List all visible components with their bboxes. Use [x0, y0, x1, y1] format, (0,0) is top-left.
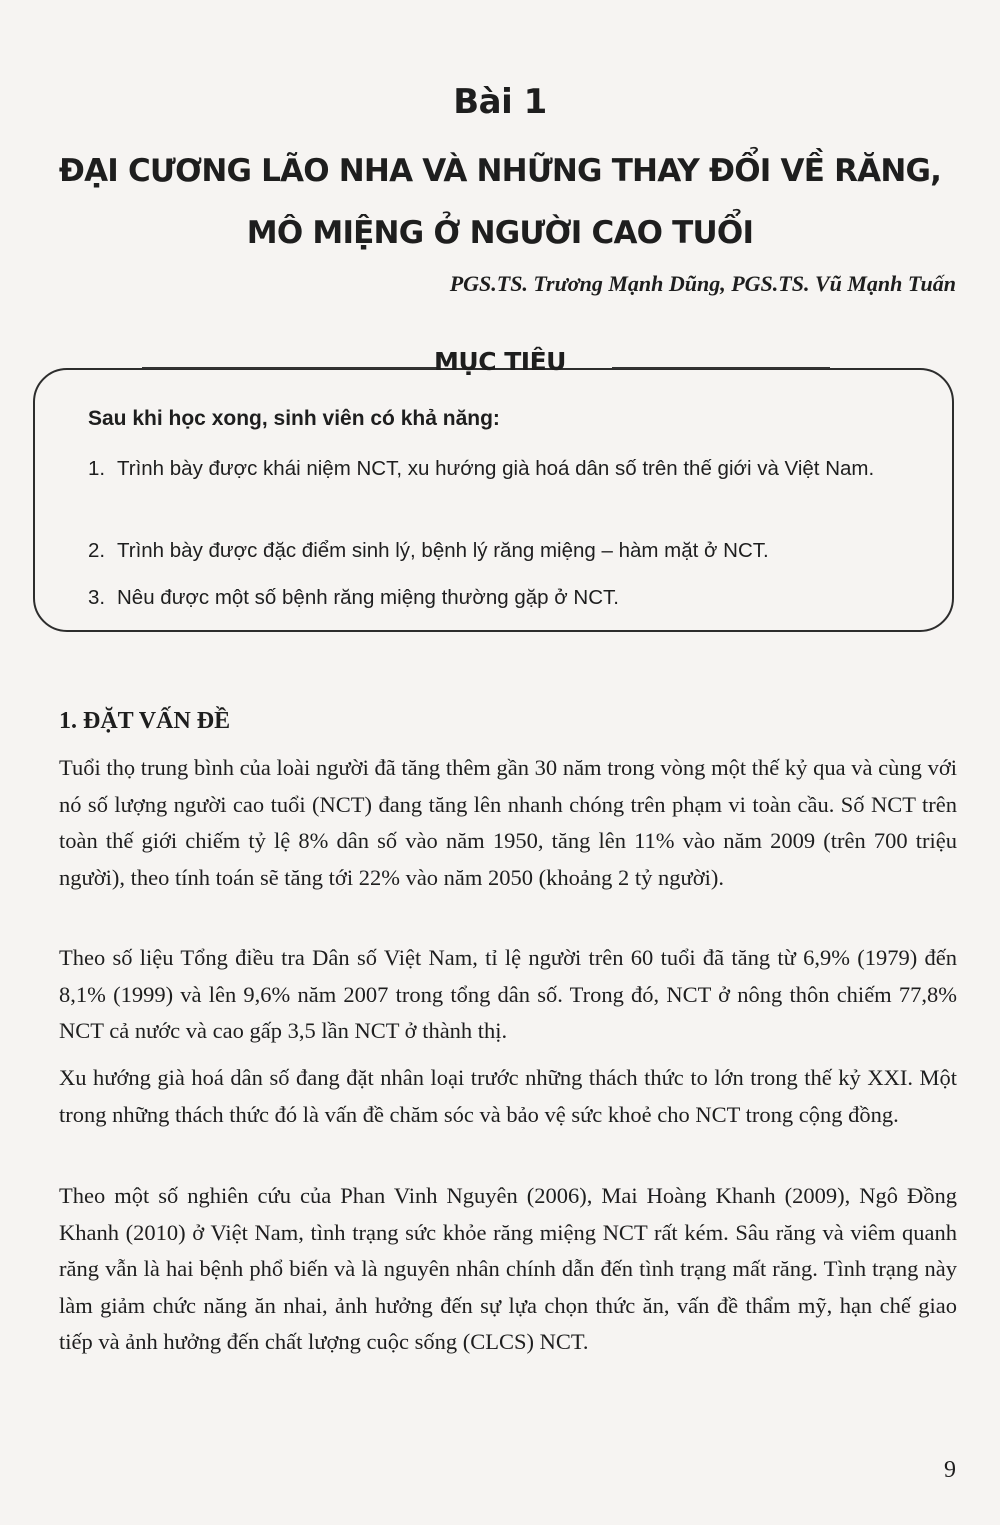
lesson-title-line-2: MÔ MIỆNG Ở NGƯỜI CAO TUỔI	[246, 215, 754, 251]
objective-text: Trình bày được khái niệm NCT, xu hướng già hoá dân số trên thế giới và Việt Nam.	[117, 457, 875, 480]
objectives-heading	[0, 342, 1000, 382]
objective-text: Trình bày được đặc điểm sinh lý, bệnh lý răng miệng – hàm mặt ở NCT.	[117, 539, 769, 562]
paragraph-1: Tuổi thọ trung bình của loài người đã tăng thêm gần 30 năm trong vòng một thế kỷ qua và cùng với nó số lượng người cao tuổi (NCT) đang tăng lên nhanh chóng trên phạm vi toàn cầu. Số NCT trên toàn thế giới chiếm tỷ lệ 8% dân số vào năm 1950, tăng lên 11% vào năm 2009 (trên 700 triệu người), theo tính toán sẽ tăng tới 22% vào năm 2050 (khoảng 2 tỷ người).	[59, 755, 957, 890]
lesson-title	[20, 140, 980, 264]
objectives-heading-label: MỤC TIÊU	[434, 347, 566, 376]
page-number: 9	[944, 1457, 956, 1483]
objective-text: Nêu được một số bệnh răng miệng thường gặp ở NCT.	[117, 586, 619, 609]
paragraph-2: Theo số liệu Tổng điều tra Dân số Việt Nam, tỉ lệ người trên 60 tuổi đã tăng từ 6,9% (1979) đến 8,1% (1999) và lên 9,6% năm 2007 trong tổng dân số. Trong đó, NCT ở nông thôn chiếm 77,8% NCT cả nước và cao gấp 3,5 lần NCT ở thành thị.	[59, 945, 957, 1043]
lesson-title-line-1: ĐẠI CƯƠNG LÃO NHA VÀ NHỮNG THAY ĐỔI VỀ RĂNG,	[58, 153, 942, 189]
paragraph-3: Xu hướng già hoá dân số đang đặt nhân loại trước những thách thức to lớn trong thế kỷ XXI. Một trong những thách thức đó là vấn đề chăm sóc và bảo vệ sức khoẻ cho NCT trong cộng đồng.	[59, 1065, 957, 1127]
paragraph-4: Theo một số nghiên cứu của Phan Vinh Nguyên (2006), Mai Hoàng Khanh (2009), Ngô Đồng Khanh (2010) ở Việt Nam, tình trạng sức khỏe răng miệng NCT rất kém. Sâu răng và viêm quanh răng vẫn là hai bệnh phổ biến và là nguyên nhân chính dẫn đến tình trạng mất răng. Tình trạng này làm giảm chức năng ăn nhai, ảnh hưởng đến sự lựa chọn thức ăn, vấn đề thẩm mỹ, hạn chế giao tiếp và ảnh hưởng đến chất lượng cuộc sống (CLCS) NCT.	[59, 1183, 957, 1354]
lesson-number: Bài 1	[453, 82, 547, 122]
objective-number: 2.	[88, 539, 106, 562]
objective-item-3	[88, 582, 948, 614]
objective-number: 3.	[88, 586, 106, 609]
objective-item-2	[88, 535, 948, 567]
objective-number: 1.	[88, 457, 106, 480]
objectives-intro: Sau khi học xong, sinh viên có khả năng:	[88, 407, 500, 430]
section-heading: 1. ĐẶT VẤN ĐỀ	[59, 708, 231, 734]
authors: PGS.TS. Trương Mạnh Dũng, PGS.TS. Vũ Mạnh Tuấn	[449, 271, 956, 296]
objective-item-1	[88, 453, 948, 485]
